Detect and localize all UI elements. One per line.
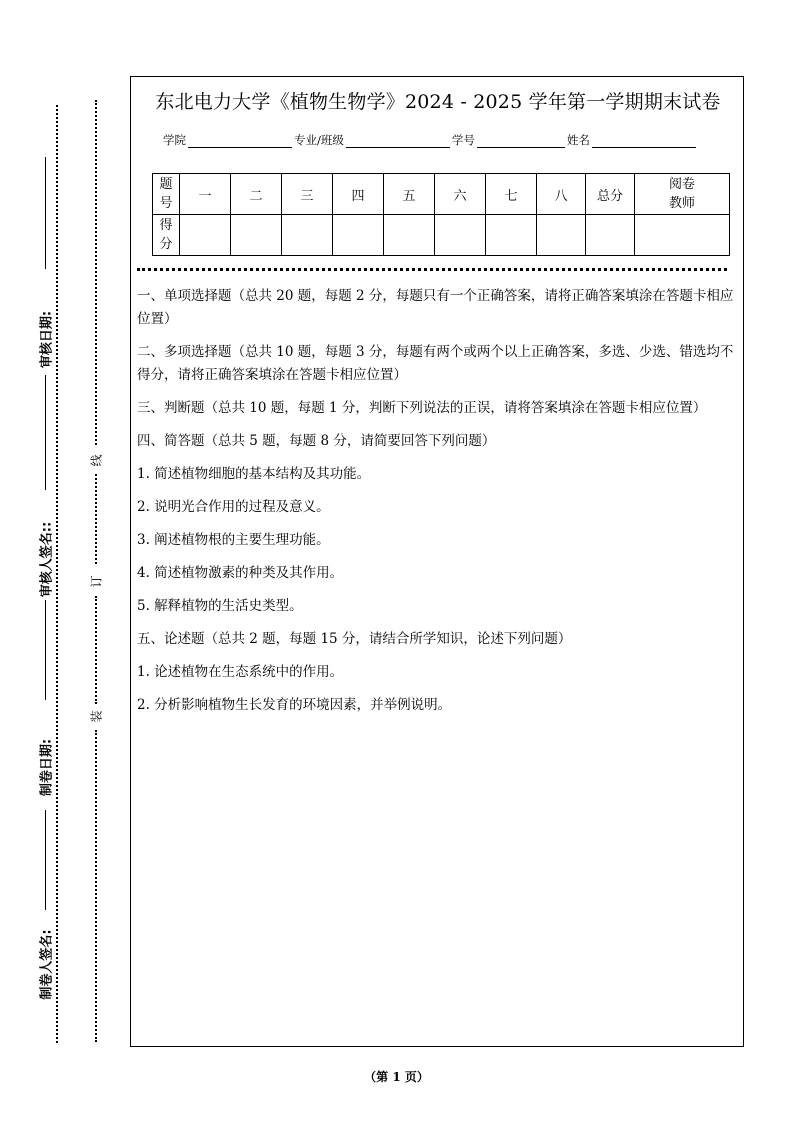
score-cell-8[interactable] [537, 215, 586, 256]
score-cell-3[interactable] [282, 215, 333, 256]
prep-date-label: 制卷日期: [39, 738, 55, 797]
question-item: 5. 解释植物的生活史类型。 [137, 598, 303, 614]
reviewer-sign-label: 审核人签名:: [39, 521, 55, 598]
score-table [152, 173, 730, 256]
cut-mark-fold: 装 [89, 710, 104, 723]
student-id-field[interactable] [477, 133, 565, 148]
grader-header: 阅卷 教师 [635, 174, 730, 215]
score-table-score-row [153, 215, 730, 256]
exam-title: 东北电力大学《植物生物学》2024 - 2025 学年第一学期期末试卷 [155, 91, 721, 113]
section-true-false: 三、判断题（总共 10 题，每题 1 分，判断下列说法的正误，请将答案填涂在答题卡相应位置） [137, 400, 707, 416]
college-field[interactable] [188, 133, 292, 148]
binding-dotted-rule-top [95, 100, 97, 445]
col-header-total: 总分 [586, 174, 635, 215]
info-label-college: 学院 [163, 133, 186, 147]
score-cell-4[interactable] [333, 215, 384, 256]
prep-sign-label: 制卷人签名: [39, 929, 55, 1000]
prep-date-line [45, 600, 46, 700]
col-header-4: 四 [333, 174, 384, 215]
score-cell-1[interactable] [180, 215, 231, 256]
col-header-7: 七 [486, 174, 537, 215]
cut-mark-bind: 订 [89, 575, 104, 588]
binding-dotted-rule-mid2 [95, 596, 97, 704]
question-number-header: 题 号 [153, 174, 180, 215]
question-item: 1. 论述植物在生态系统中的作用。 [137, 664, 344, 680]
col-header-1: 一 [180, 174, 231, 215]
grader-cell[interactable] [635, 215, 730, 256]
question-item: 2. 说明光合作用的过程及意义。 [137, 499, 330, 515]
score-cell-7[interactable] [486, 215, 537, 256]
question-item: 1. 简述植物细胞的基本结构及其功能。 [137, 466, 371, 482]
col-header-8: 八 [537, 174, 586, 215]
binding-dotted-rule-bottom [95, 730, 97, 1042]
info-label-student-id: 学号 [451, 133, 475, 147]
section-short-answer: 四、简答题（总共 5 题，每题 8 分，请简要回答下列问题） [137, 433, 496, 449]
section-essay: 五、论述题（总共 2 题，每题 15 分，请结合所学知识，论述下列问题） [137, 631, 572, 647]
col-header-2: 二 [231, 174, 282, 215]
review-date-line [45, 157, 46, 269]
section-divider [137, 268, 727, 271]
review-date-label: 审核日期: [39, 310, 55, 369]
exam-paper [130, 76, 744, 1047]
score-cell-2[interactable] [231, 215, 282, 256]
score-cell-total[interactable] [586, 215, 635, 256]
name-field[interactable] [592, 133, 696, 148]
info-label-major: 专业/班级 [294, 133, 344, 147]
col-header-3: 三 [282, 174, 333, 215]
info-label-name: 姓名 [566, 133, 590, 147]
question-item: 4. 简述植物激素的种类及其作用。 [137, 565, 344, 581]
prep-sign-line [45, 810, 46, 910]
question-sections [137, 285, 741, 727]
section-single-choice: 一、单项选择题（总共 20 题，每题 2 分，每题只有一个正确答案，请将正确答案填涂在答题卡相应位置） [137, 288, 734, 327]
section-multiple-choice: 二、多项选择题（总共 10 题，每题 3 分，每题有两个或两个以上正确答案，多选、少选、错选均不得分，请将正确答案填涂在答题卡相应位置） [137, 344, 734, 383]
cut-mark-line: 线 [89, 454, 104, 467]
page-number: （第 1 页） [364, 1070, 429, 1084]
student-info-row [163, 132, 698, 148]
major-class-field[interactable] [346, 133, 450, 148]
score-table-header-row [153, 174, 730, 215]
question-item: 3. 阐述植物根的主要生理功能。 [137, 532, 330, 548]
col-header-6: 六 [435, 174, 486, 215]
reviewer-sign-line [45, 375, 46, 490]
score-cell-5[interactable] [384, 215, 435, 256]
question-item: 2. 分析影响植物生长发育的环境因素，并举例说明。 [137, 697, 452, 713]
left-dotted-rule [56, 105, 58, 1043]
score-row-header: 得 分 [153, 215, 180, 256]
col-header-5: 五 [384, 174, 435, 215]
score-cell-6[interactable] [435, 215, 486, 256]
binding-dotted-rule-mid1 [95, 474, 97, 564]
